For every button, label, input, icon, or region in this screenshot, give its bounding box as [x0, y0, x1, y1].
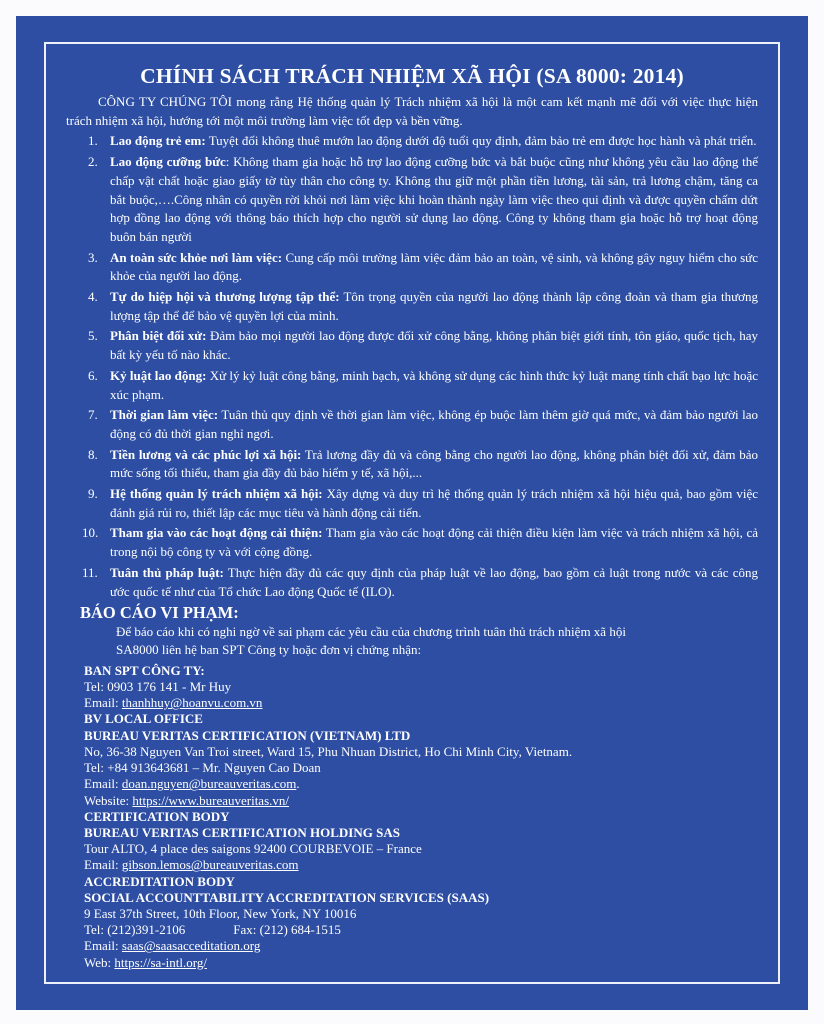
- email-label: Email:: [84, 857, 122, 873]
- policy-number: 5.: [88, 328, 98, 344]
- policy-heading: Tuân thủ pháp luật:: [110, 564, 224, 580]
- spt-heading: BAN SPT CÔNG TY:: [84, 662, 205, 678]
- policy-number: 6.: [88, 367, 98, 383]
- policy-heading: Tự do hiệp hội và thương lượng tập thể:: [110, 289, 340, 305]
- report-line: SA8000 liên hệ ban SPT Công ty hoặc đơn vị chứng nhận:: [116, 642, 422, 658]
- bv-local-tel: Tel: +84 913643681 – Mr. Nguyen Cao Doan: [84, 760, 321, 776]
- policy-item: [66, 564, 758, 601]
- intro-paragraph: CÔNG TY CHÚNG TÔI mong rằng Hệ thống quản lý Trách nhiệm xã hội là một cam kết mạnh mẽ đối với việc thực hiện trách nhiệm xã hội, hướng tới một môi trường làm việc tốt đẹp và bền vững.: [66, 94, 758, 128]
- report-line: Để báo cáo khi có nghi ngờ về sai phạm các yêu cầu của chương trình tuân thủ trách nhiệm xã hội: [116, 624, 626, 640]
- report-paragraph: [116, 623, 758, 659]
- policy-item: [66, 288, 758, 325]
- policy-heading: Lao động cưỡng bức: [110, 154, 226, 170]
- document-title: CHÍNH SÁCH TRÁCH NHIỆM XÃ HỘI (SA 8000: 2014): [140, 64, 684, 88]
- bv-local-address: No, 36-38 Nguyen Van Troi street, Ward 15, Phu Nhuan District, Ho Chi Minh City, Vietnam.: [84, 743, 573, 759]
- spt-tel: Tel: 0903 176 141 - Mr Huy: [84, 679, 232, 695]
- spt-email-link[interactable]: thanhhuy@hoanvu.com.vn: [121, 695, 263, 711]
- policy-number: 3.: [88, 249, 98, 265]
- bv-local-company: BUREAU VERITAS CERTIFICATION (VIETNAM) LTD: [84, 727, 411, 743]
- policy-number: 2.: [88, 154, 98, 170]
- policy-text: : Không tham gia hoặc hỗ trợ lao động cưỡng bức và bắt buộc cũng như không yêu cầu lao động thế chấp vật chất hoặc giao giấy tờ tùy thân cho công ty. Không thu giữ một phần tiền lương, tài sản, trả lương chậm, tăng ca bắt buộc,….Công nhân có quyền rời khỏi nơi làm việc khi hoàn thành ngày làm việc theo qui định và được quyền chấm dứt hợp đồng lao động với thông báo thích hợp cho người sử dụng lao động. Công ty không tham gia hoặc hỗ trợ hoạt động buôn bán người: [110, 154, 758, 244]
- policy-text: Tham gia vào các hoạt động cải thiện điều kiện làm việc và trách nhiệm xã hội, cả trong nội bộ công ty và với cộng đồng.: [110, 525, 758, 560]
- cert-body-heading: CERTIFICATION BODY: [84, 808, 230, 824]
- policy-number: 10.: [82, 525, 99, 541]
- policy-item: [66, 524, 758, 561]
- bv-local-heading: BV LOCAL OFFICE: [84, 711, 203, 727]
- policy-number: 4.: [88, 289, 98, 305]
- policy-item: [66, 327, 758, 364]
- policy-text: Thực hiện đầy đủ các quy định của pháp luật về lao động, bao gồm cả luật trong nước và các công ước quốc tế như của Tổ chức Lao động Quốc tế (ILO).: [110, 564, 758, 599]
- policy-heading: Tiền lương và các phúc lợi xã hội:: [110, 446, 302, 462]
- policy-content: [66, 64, 758, 971]
- policy-item: [66, 132, 758, 151]
- cert-body-address: Tour ALTO, 4 place des saigons 92400 COURBEVOIE – France: [84, 841, 422, 857]
- policy-list: [66, 132, 758, 601]
- policy-text: Trả lương đầy đủ và công bằng cho người lao động, không phân biệt đối xử, đảm bảo mức sống tối thiểu, tham gia đầy đủ bảo hiểm y tế, xã hội,...: [110, 446, 759, 481]
- policy-number: 8.: [88, 446, 98, 462]
- report-heading: BÁO CÁO VI PHẠM:: [80, 603, 239, 623]
- policy-text: Tuyệt đối không thuê mướn lao động dưới độ tuổi quy định, đảm bảo trẻ em được học hành và phát triển.: [205, 133, 757, 149]
- policy-number: 9.: [88, 486, 98, 502]
- accred-body-email-row: [84, 938, 758, 954]
- web-label: Web:: [84, 954, 115, 970]
- accred-tel: Tel: (212)391-2106: [84, 922, 186, 938]
- policy-heading: Lao động trẻ em:: [110, 133, 206, 149]
- bv-local-website-row: [84, 793, 758, 809]
- policy-number: 1.: [88, 133, 98, 149]
- accred-body-heading: ACCREDITATION BODY: [84, 873, 235, 889]
- policy-text: Cung cấp môi trường làm việc đảm bảo an toàn, vệ sinh, và không gây nguy hiểm cho sức khỏe của người lao động.: [110, 249, 759, 284]
- contact-list: [84, 663, 758, 971]
- cert-body-company: BUREAU VERITAS CERTIFICATION HOLDING SAS: [84, 824, 400, 840]
- policy-item: [66, 367, 758, 404]
- policy-text: Tôn trọng quyền của người lao động thành lập công đoàn và tham gia thương lượng tập thể để bảo vệ quyền lợi của mình.: [110, 289, 758, 323]
- policy-heading: Tham gia vào các hoạt động cải thiện:: [110, 525, 323, 541]
- email-label: Email:: [84, 938, 122, 954]
- bv-local-email-row: [84, 776, 758, 792]
- policy-item: [66, 446, 758, 483]
- policy-text: Xử lý kỷ luật công bằng, minh bạch, và không sử dụng các hình thức kỷ luật mang tính chất bạo lực hoặc xúc phạm.: [110, 367, 758, 402]
- accred-body-web-link[interactable]: https://sa-intl.org/: [114, 954, 207, 970]
- policy-item: [66, 249, 758, 286]
- accred-fax: Fax: (212) 684-1515: [233, 922, 341, 938]
- policy-number: 11.: [82, 564, 98, 580]
- website-label: Website:: [84, 792, 133, 808]
- policy-item: [66, 485, 758, 522]
- policy-item: [66, 153, 758, 247]
- policy-text: Đảm bảo mọi người lao động được đối xử công bằng, không phân biệt giới tính, tôn giáo, quốc tịch, hay bất kỳ yếu tố nào khác.: [110, 328, 758, 363]
- policy-text: Xây dựng và duy trì hệ thống quản lý trách nhiệm xã hội hiệu quả, bao gồm việc đánh giá rủi ro, thiết lập các mục tiêu và hành động cải tiến.: [110, 486, 758, 520]
- accred-body-phone-row: [84, 922, 758, 938]
- bv-local-email-link[interactable]: doan.nguyen@bureauveritas.com: [121, 776, 297, 792]
- cert-body-email-link[interactable]: gibson.lemos@bureauveritas.com: [121, 857, 299, 873]
- accred-body-company: SOCIAL ACCOUNTTABILITY ACCREDITATION SERVICES (SAAS): [84, 889, 490, 905]
- email-suffix: .: [296, 776, 300, 792]
- spt-email-row: [84, 695, 758, 711]
- policy-heading: Phân biệt đối xử:: [110, 328, 207, 344]
- bv-local-website-link[interactable]: https://www.bureauveritas.vn/: [132, 792, 289, 808]
- policy-item: [66, 406, 758, 443]
- policy-heading: An toàn sức khỏe nơi làm việc:: [110, 249, 283, 265]
- accred-body-web-row: [84, 955, 758, 971]
- policy-number: 7.: [88, 407, 98, 423]
- policy-heading: Kỷ luật lao động:: [110, 367, 207, 383]
- email-label: Email:: [84, 776, 122, 792]
- policy-text: Tuân thủ quy định về thời gian làm việc, không ép buộc làm thêm giờ quá mức, và đảm bảo người lao động có đủ thời gian nghỉ ngơi.: [110, 407, 758, 441]
- policy-heading: Hệ thống quản lý trách nhiệm xã hội:: [110, 486, 323, 502]
- accred-body-address: 9 East 37th Street, 10th Floor, New York, NY 10016: [84, 905, 357, 921]
- cert-body-email-row: [84, 857, 758, 873]
- email-label: Email:: [84, 695, 122, 711]
- accred-body-email-link[interactable]: saas@saasacceditation.org: [121, 938, 261, 954]
- policy-heading: Thời gian làm việc:: [110, 407, 219, 423]
